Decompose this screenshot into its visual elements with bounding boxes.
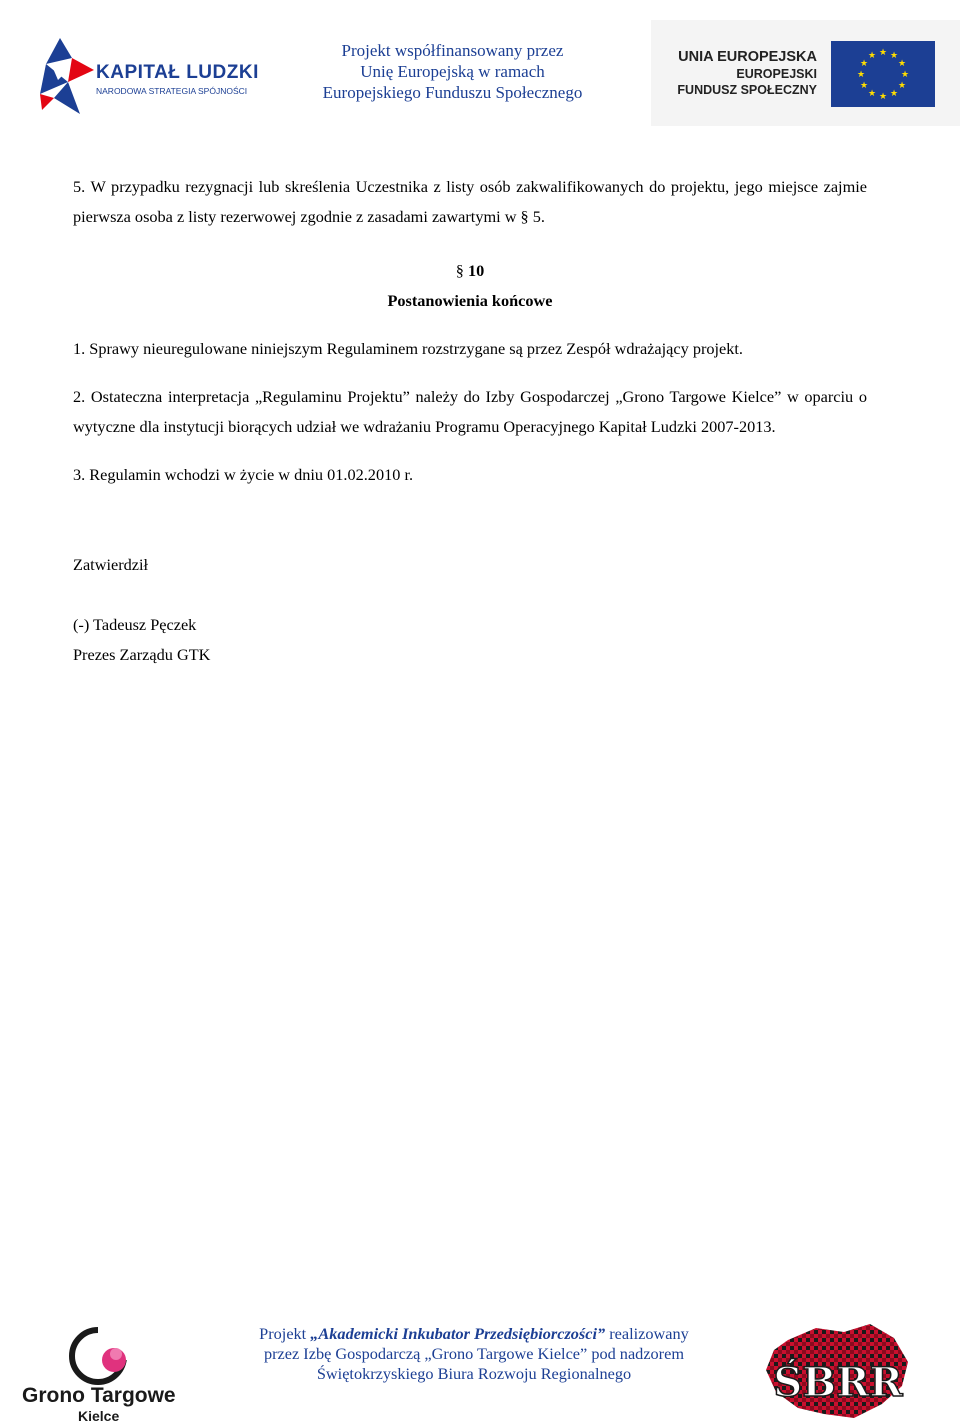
sbrr-logo	[758, 1322, 918, 1422]
grono-targowe-name: Grono Targowe	[22, 1384, 176, 1407]
section-heading	[73, 256, 867, 316]
svg-text:★: ★	[897, 59, 907, 69]
kapital-ludzki-name: KAPITAŁ LUDZKI	[96, 62, 259, 83]
svg-text:★: ★	[889, 89, 899, 99]
kapital-ludzki-star-icon	[36, 36, 96, 118]
grono-targowe-city: Kielce	[78, 1408, 120, 1424]
ue-line-1: UNIA EUROPEJSKA	[678, 49, 817, 65]
approved-label: Zatwierdził	[73, 555, 149, 574]
footer-line-1-suffix: realizowany	[609, 1324, 689, 1343]
signatory-name: (-) Tadeusz Pęczek	[73, 615, 197, 634]
kapital-ludzki-subtitle: NARODOWA STRATEGIA SPÓJNOŚCI	[96, 86, 248, 96]
final-provision-1: 1. Sprawy nieuregulowane niniejszym Regulaminem rozstrzygane są przez Zespół wdrażający projekt.	[73, 339, 744, 358]
svg-text:★: ★	[867, 89, 877, 99]
svg-text:★: ★	[897, 81, 907, 91]
kapital-ludzki-logo	[36, 36, 276, 118]
footer-project-name: „Akademicki Inkubator Przedsiębiorczości”	[310, 1324, 606, 1343]
svg-text:★: ★	[859, 81, 869, 91]
footer-line-1-prefix: Projekt	[259, 1324, 307, 1343]
unia-europejska-logo	[651, 20, 960, 126]
footer-line-3: Świętokrzyskiego Biura Rozwoju Regionalnego	[316, 1364, 632, 1383]
footer-line-2: przez Izbę Gospodarczą „Grono Targowe Kielce” pod nadzorem	[263, 1344, 684, 1363]
eu-flag-icon	[831, 41, 935, 107]
grono-targowe-logo	[18, 1320, 193, 1427]
svg-text:★: ★	[889, 51, 899, 61]
ue-line-3: FUNDUSZ SPOŁECZNY	[677, 83, 817, 97]
header-cofinancing-text	[300, 40, 605, 103]
header-line-1: Projekt współfinansowany przez	[341, 41, 564, 60]
svg-text:★: ★	[867, 51, 877, 61]
document-body	[73, 172, 867, 670]
signatory-role: Prezes Zarządu GTK	[73, 645, 211, 664]
grono-targowe-logo-icon	[68, 1324, 148, 1388]
section-sign: §	[455, 261, 464, 280]
svg-text:★: ★	[900, 70, 910, 80]
header-line-3: Europejskiego Funduszu Społecznego	[322, 83, 583, 102]
section-number: 10	[467, 261, 485, 280]
final-provision-2: 2. Ostateczna interpretacja „Regulaminu Projektu” należy do Izby Gospodarczej „Grono Targowe Kielce” w oparciu o wytyczne dla instytucji biorących udział we wdrażaniu Programu Operacyjnego Kapitał Ludzki 2007-2013.	[73, 387, 867, 436]
sbrr-logo-text: ŚBRR	[773, 1359, 903, 1406]
svg-text:★: ★	[856, 70, 866, 80]
final-provision-3: 3. Regulamin wchodzi w życie w dniu 01.02.2010 r.	[73, 465, 414, 484]
sbrr-region-map-icon	[758, 1322, 918, 1422]
ue-line-2: EUROPEJSKI	[736, 67, 817, 81]
footer-project-text	[232, 1324, 716, 1384]
svg-text:★: ★	[878, 48, 888, 58]
svg-text:★: ★	[878, 92, 888, 102]
paragraph-5: 5. W przypadku rezygnacji lub skreślenia Uczestnika z listy osób zakwalifikowanych do projektu, jego miejsce zajmie pierwsza osoba z listy rezerwowej zgodnie z zasadami zawartymi w § 5.	[73, 177, 867, 226]
svg-text:★: ★	[859, 59, 869, 69]
header-line-2: Unię Europejską w ramach	[360, 62, 545, 81]
section-title: Postanowienia końcowe	[387, 291, 553, 310]
